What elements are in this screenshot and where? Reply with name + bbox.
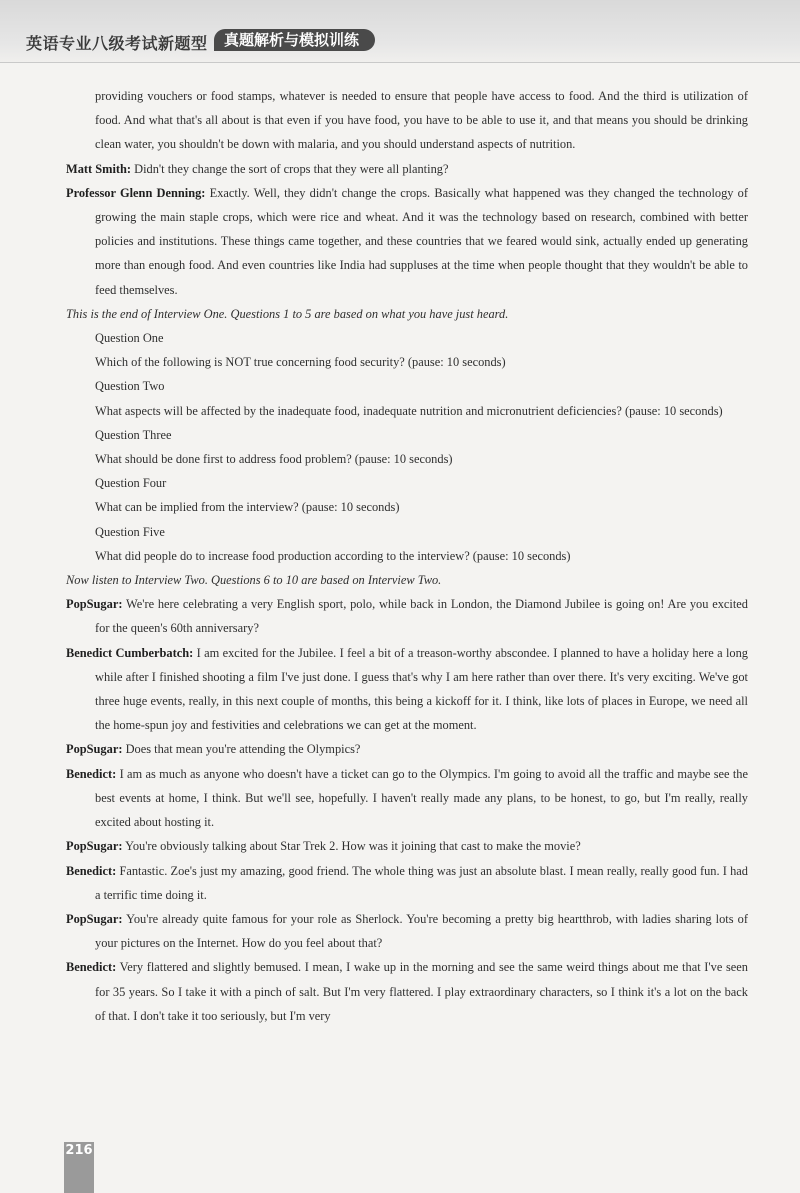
speaker-name: Benedict: (66, 766, 117, 781)
speaker-name: PopSugar: (66, 911, 123, 926)
page-number: 216 (65, 1143, 93, 1158)
instruction-text: Now listen to Interview Two. Questions 6 to 10 are based on Interview Two. (66, 573, 442, 588)
speaker-name: Benedict: (66, 960, 117, 975)
dialogue-line (66, 737, 748, 761)
question-label: Question One (95, 331, 164, 346)
speech-text: Didn't they change the sort of crops that they were all planting? (131, 161, 449, 176)
question-label: Question Three (95, 427, 172, 442)
question-text: What should be done first to address food problem? (pause: 10 seconds) (95, 452, 453, 467)
question-label: Question Five (95, 524, 165, 539)
speech-text: Fantastic. Zoe's just my amazing, good friend. The whole thing was just an absolute blast. I mean really, really good fun. I had a terrific time doing it. (95, 863, 748, 902)
transcript-body (66, 84, 748, 1028)
speaker-name: Professor Glenn Denning: (66, 185, 206, 200)
speech-text: Does that mean you're attending the Olympics? (122, 742, 361, 757)
dialogue-line (66, 157, 748, 181)
speaker-name: Matt Smith: (66, 161, 132, 176)
dialogue-line (66, 592, 748, 640)
dialogue-line (66, 907, 748, 955)
dialogue-line (66, 641, 748, 738)
speaker-name: PopSugar: (66, 742, 123, 757)
speech-text: You're obviously talking about Star Trek 2. How was it joining that cast to make the movie? (122, 839, 581, 854)
speech-text: Very flattered and slightly bemused. I mean, I wake up in the morning and see the same weird things about me that I've seen for 35 years. So I take it with a pinch of salt. But I'm very flattered. I play extraordinary characters, so I think it's a lot on the back of that. I don't take it too seriously, but I'm very (95, 960, 748, 1023)
speech-text: Exactly. Well, they didn't change the crops. Basically what happened was they changed the technology of growing the main staple crops, which were rice and wheat. And it was the technology based on research, combined with better policies and institutions. These things came together, and these countries that we feared would sink, actually ended up generating more than enough food. And even countries like India had suppluses at the time when people thought that they wouldn't be able to feed themselves. (95, 185, 748, 297)
dialogue-line (66, 955, 748, 1028)
question-text: What did people do to increase food production according to the interview? (pause: 10 seconds) (95, 548, 571, 563)
question-text: Which of the following is NOT true concerning food security? (pause: 10 seconds) (95, 355, 506, 370)
speech-text: We're here celebrating a very English sport, polo, while back in London, the Diamond Jubilee is going on! Are you excited for the queen's 60th anniversary? (95, 597, 748, 636)
dialogue-line (66, 859, 748, 907)
book-subtitle-tab: 真题解析与模拟训练 (214, 29, 375, 51)
page-header (0, 0, 800, 63)
instruction-text: This is the end of Interview One. Questions 1 to 5 are based on what you have just heard. (66, 306, 509, 321)
question-text: What aspects will be affected by the inadequate food, inadequate nutrition and micronutrient deficiencies? (pause: 10 seconds) (95, 403, 723, 418)
dialogue-line (66, 834, 748, 858)
question-label: Question Four (95, 476, 167, 491)
speaker-name: Benedict: (66, 863, 117, 878)
question-text: What can be implied from the interview? (pause: 10 seconds) (95, 500, 400, 515)
dialogue-line (66, 762, 748, 835)
speaker-name: PopSugar: (66, 839, 123, 854)
speech-text: I am excited for the Jubilee. I feel a bit of a treason-worthy abscondee. I planned to have a holiday here a long while after I finished shooting a film I've just done. I guess that's why I am here rather than over there. It's very exciting. We've got three huge events, really, in this next couple of months, this being a kickoff for it. I think, like lots of places in Europe, we need all the home-spun joy and festivities and celebrations we can get at the moment. (95, 645, 748, 733)
book-title: 英语专业八级考试新题型 (26, 34, 208, 53)
speech-text: I am as much as anyone who doesn't have a ticket can go to the Olympics. I'm going to avoid all the traffic and maybe see the best events at home, I think. But we'll see, hopefully. I haven't really made any plans, to be honest, to go, but I'm really, really excited about hosting it. (95, 766, 748, 830)
question-label: Question Two (95, 379, 165, 394)
speaker-name: PopSugar: (66, 597, 123, 612)
paragraph-continuation: providing vouchers or food stamps, whatever is needed to ensure that people have access to food. And the third is utilization of food. And what that's all about is that even if you have food, you have to be able to use it, and that means you should be drinking clean water, you shouldn't be down with malaria, and you should understand aspects of nutrition. (95, 89, 748, 152)
speaker-name: Benedict Cumberbatch: (66, 645, 194, 660)
speech-text: You're already quite famous for your role as Sherlock. You're becoming a pretty big heartthrob, with ladies sharing lots of your pictures on the Internet. How do you feel about that? (95, 911, 748, 951)
dialogue-line (66, 181, 748, 302)
